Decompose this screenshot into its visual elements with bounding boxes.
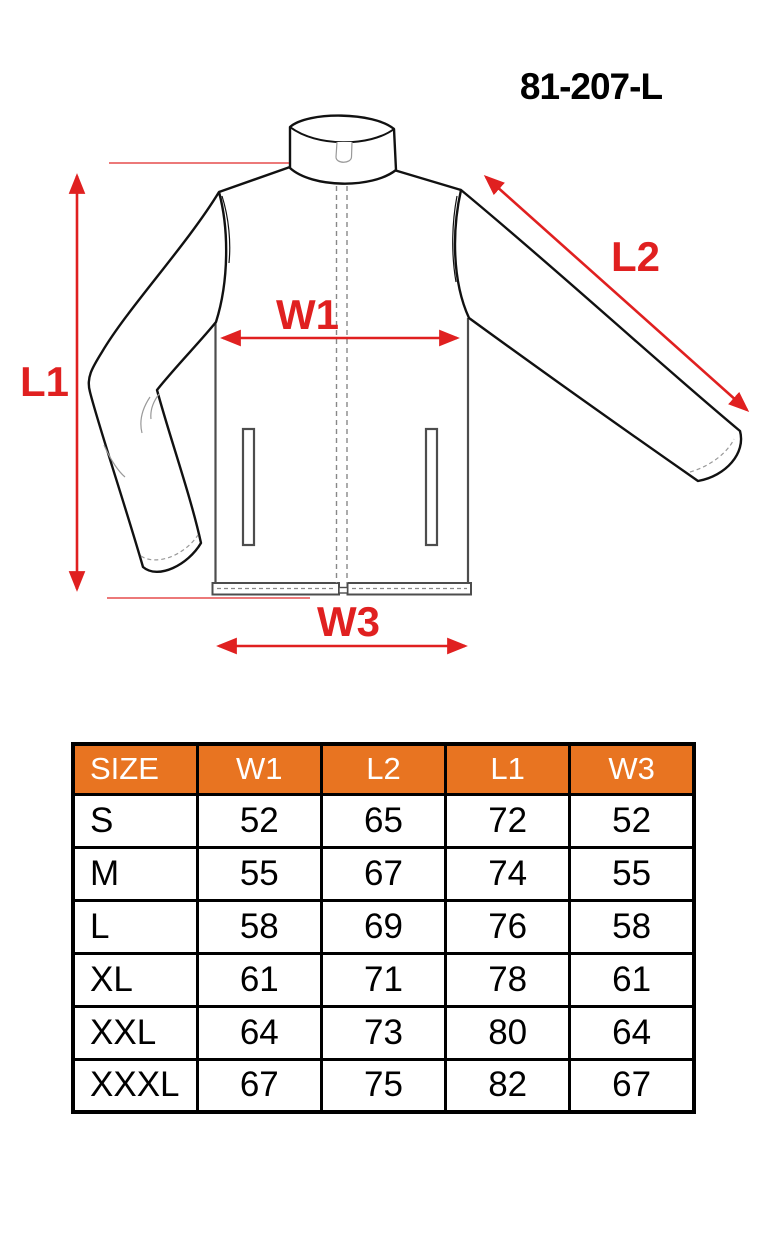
jacket-right-sleeve: [453, 190, 741, 481]
w3-cell: 52: [570, 794, 694, 847]
l1-cell: 80: [446, 1006, 570, 1059]
header-cell-l2: L2: [321, 744, 445, 794]
product-code: 81-207-L: [519, 66, 663, 107]
table-row: [73, 953, 694, 1006]
l2-cell: 65: [321, 794, 445, 847]
jacket-hem-band: [213, 583, 472, 595]
w3-cell: 67: [570, 1059, 694, 1112]
size-cell: XXXL: [73, 1059, 197, 1112]
l1-cell: 74: [446, 847, 570, 900]
size-cell: XXL: [73, 1006, 197, 1059]
l2-cell: 67: [321, 847, 445, 900]
size-cell: S: [73, 794, 197, 847]
header-cell-size: SIZE: [73, 744, 197, 794]
jacket-left-sleeve: [89, 192, 230, 572]
w1-cell: 61: [197, 953, 321, 1006]
size-cell: L: [73, 900, 197, 953]
l1-label: L1: [20, 358, 70, 405]
l2-label: L2: [611, 233, 661, 280]
header-cell-w3: W3: [570, 744, 694, 794]
l1-cell: 82: [446, 1059, 570, 1112]
w3-cell: 55: [570, 847, 694, 900]
w1-label: W1: [276, 291, 339, 338]
table-row: [73, 794, 694, 847]
jacket-pockets: [243, 429, 437, 545]
l1-cell: 76: [446, 900, 570, 953]
l2-cell: 73: [321, 1006, 445, 1059]
l2-cell: 75: [321, 1059, 445, 1112]
table-row: [73, 1006, 694, 1059]
w3-label: W3: [317, 598, 380, 645]
w1-cell: 52: [197, 794, 321, 847]
w1-cell: 58: [197, 900, 321, 953]
w3-cell: 61: [570, 953, 694, 1006]
jacket-collar: [290, 116, 396, 184]
size-cell: XL: [73, 953, 197, 1006]
w1-cell: 64: [197, 1006, 321, 1059]
size-table: [71, 742, 696, 1114]
l2-cell: 71: [321, 953, 445, 1006]
jacket-zipper: [337, 186, 348, 583]
w3-cell: 58: [570, 900, 694, 953]
w1-cell: 55: [197, 847, 321, 900]
header-cell-w1: W1: [197, 744, 321, 794]
l1-cell: 78: [446, 953, 570, 1006]
size-cell: M: [73, 847, 197, 900]
table-row: [73, 847, 694, 900]
size-table-header-row: [73, 744, 694, 794]
table-row: [73, 1059, 694, 1112]
header-cell-l1: L1: [446, 744, 570, 794]
w3-cell: 64: [570, 1006, 694, 1059]
w1-cell: 67: [197, 1059, 321, 1112]
l1-cell: 72: [446, 794, 570, 847]
l2-cell: 69: [321, 900, 445, 953]
table-row: [73, 900, 694, 953]
